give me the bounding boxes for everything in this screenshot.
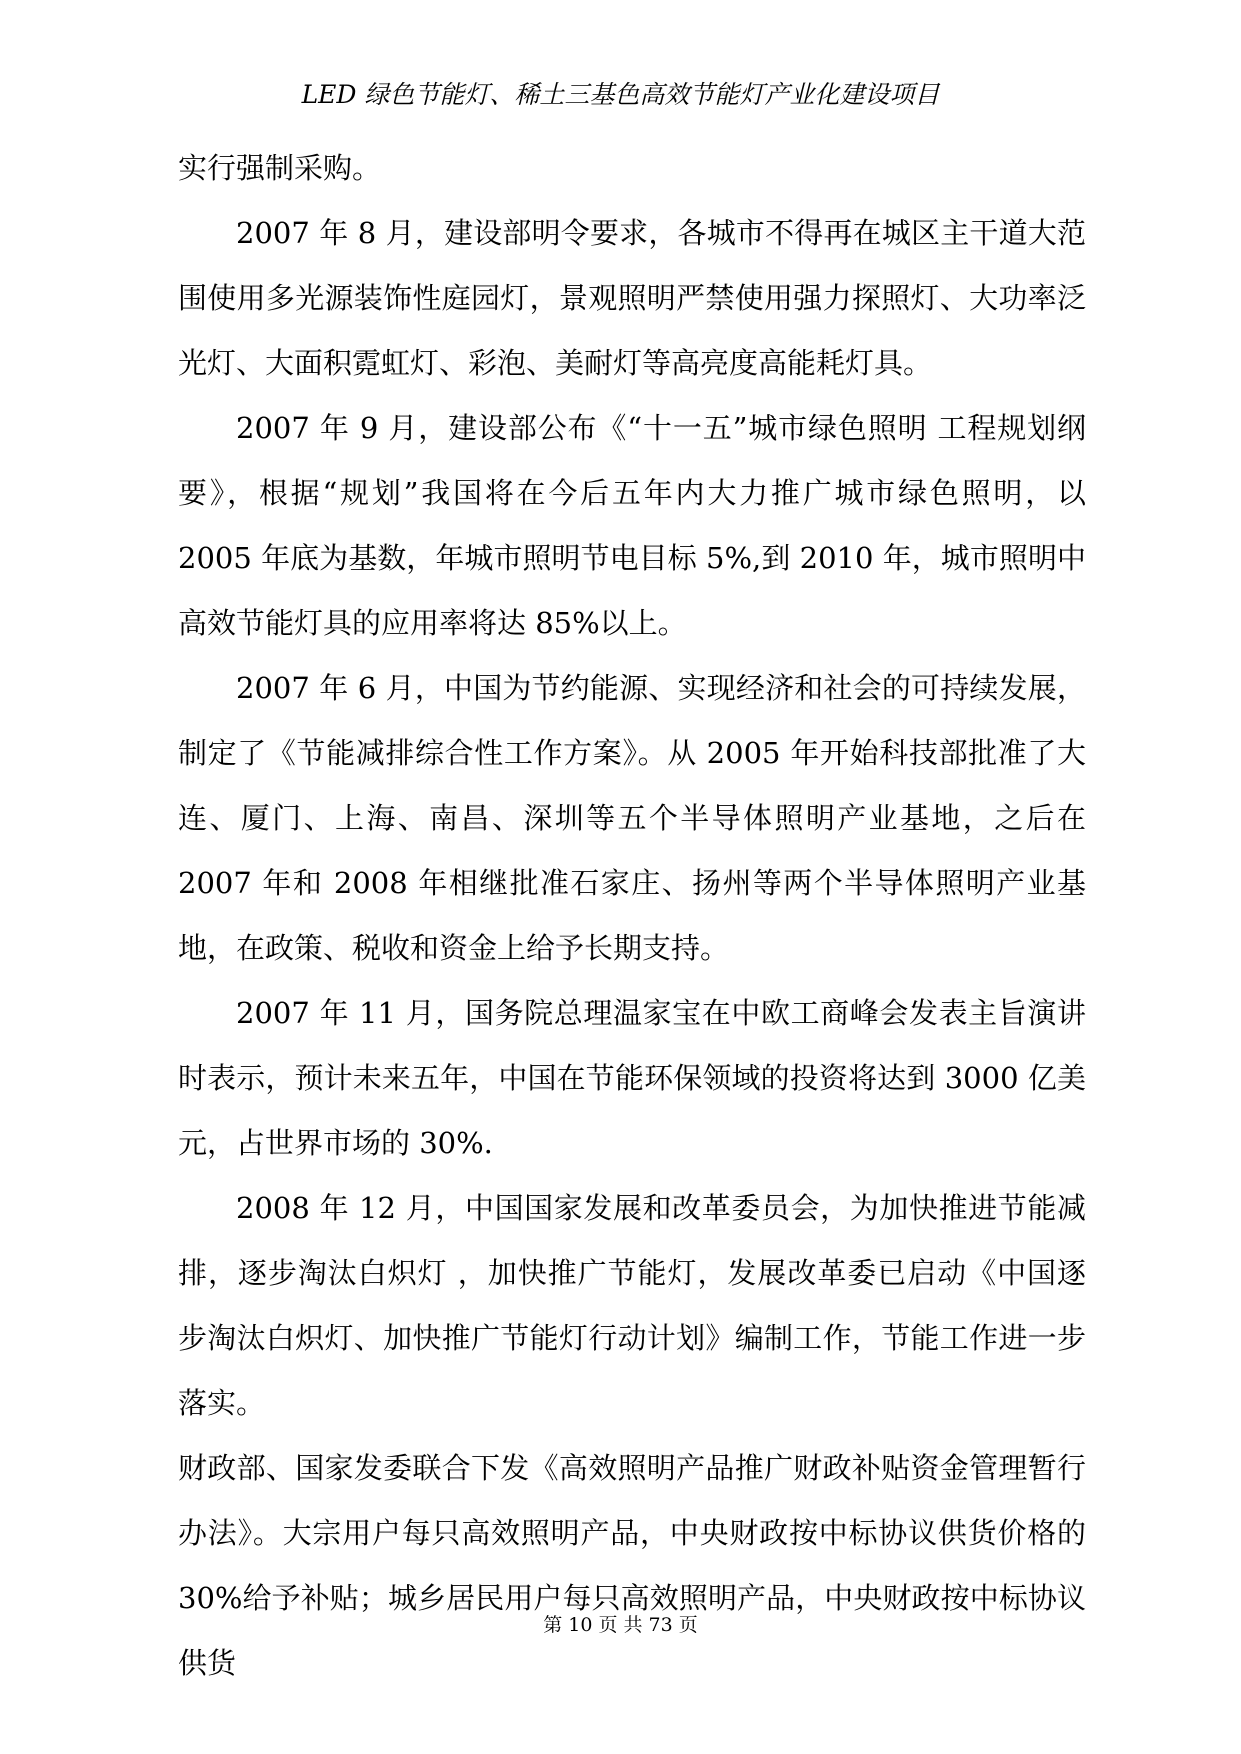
document-body [178, 136, 1086, 1696]
paragraph-5: 2007 年 11 月，国务院总理温家宝在中欧工商峰会发表主旨演讲时表示，预计未来五年，中国在节能环保领域的投资将达到 3000 亿美元，占世界市场的 30%. [178, 996, 1086, 1160]
paragraph-7: 财政部、国家发委联合下发《高效照明产品推广财政补贴资金管理暂行办法》。大宗用户每只高效照明产品，中央财政按中标协议供货价格的 30%给予补贴；城乡居民用户每只高效照明产品，中央财政按中标协议供货 [178, 1451, 1086, 1680]
page-header: LED 绿色节能灯、稀土三基色高效节能灯产业化建设项目 [301, 80, 940, 109]
page-number: 第 10 页 共 73 页 [543, 1614, 698, 1636]
paragraph-2: 2007 年 8 月，建设部明令要求，各城市不得再在城区主干道大范围使用多光源装饰性庭园灯，景观照明严禁使用强力探照灯、大功率泛光灯、大面积霓虹灯、彩泡、美耐灯等高亮度高能耗灯具。 [178, 216, 1086, 380]
paragraph-3: 2007 年 9 月，建设部公布《“十一五”城市绿色照明 工程规划纲要》，根据“规划”我国将在今后五年内大力推广城市绿色照明，以 2005 年底为基数，年城市照明节电目标 5%,到 2010 年，城市照明中高效节能灯具的应用率将达 85%以上。 [178, 411, 1086, 640]
paragraph-4: 2007 年 6 月，中国为节约能源、实现经济和社会的可持续发展，制定了《节能减排综合性工作方案》。从 2005 年开始科技部批准了大连、厦门、上海、南昌、深圳等五个半导体照明产业基地，之后在 2007 年和 2008 年相继批准石家庄、扬州等两个半导体照明产业基地，在政策、税收和资金上给予长期支持。 [178, 671, 1086, 965]
paragraph-1: 实行强制采购。 [178, 151, 382, 185]
paragraph-6: 2008 年 12 月，中国国家发展和改革委员会，为加快推进节能减排，逐步淘汰白炽灯 ，加快推广节能灯，发展改革委已启动《中国逐步淘汰白炽灯、加快推广节能灯行动计划》编制工作，节能工作进一步落实。 [178, 1191, 1086, 1420]
